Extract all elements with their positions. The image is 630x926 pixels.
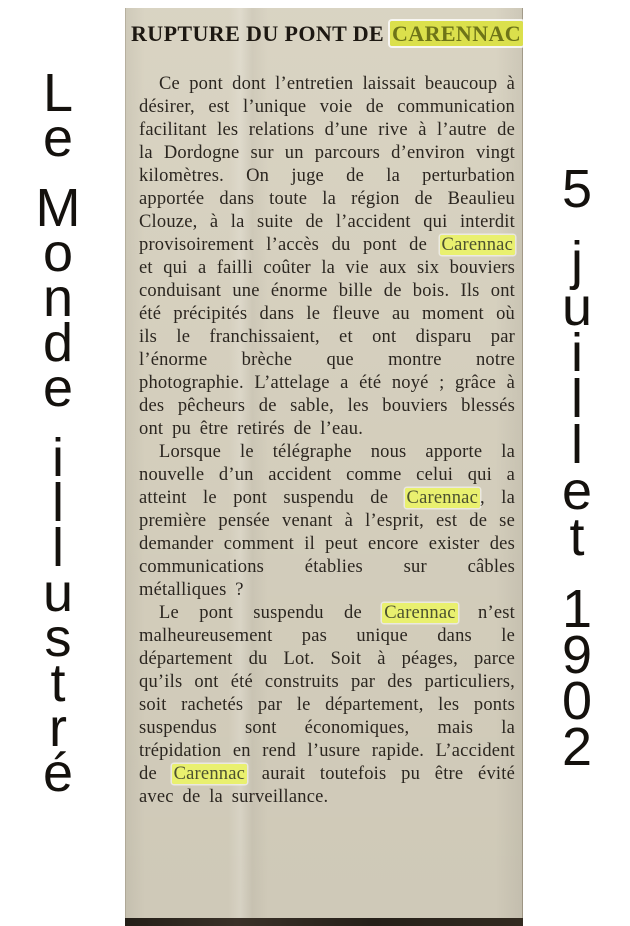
carennac-highlight: Carennac	[406, 488, 478, 508]
vertical-letter: n	[42, 267, 74, 328]
text-run: , la première pensée venant à l’esprit, est de se demander comment il peut encore exister des communications établies sur câbles métalliques ?	[139, 488, 515, 600]
journal-name-vertical	[30, 62, 86, 803]
vertical-letter: e	[42, 357, 74, 418]
text-run: Ce pont dont l’entretien laissait beaucoup à désirer, est l’unique voie de communication facilitant les relations d’une rive à l’autre de la Dordogne sur un parcours d’environ vingt kilomètres. On juge de la perturbation apportée dans toute la région de Beaulieu Clouze, à la suite de l’accident qui interdit provisoirement l’accès du pont de	[139, 74, 515, 255]
vertical-letter: 2	[561, 717, 593, 777]
vertical-letter: o	[42, 222, 74, 283]
carennac-highlight: CARENNAC	[392, 21, 522, 46]
vertical-letter: j	[571, 231, 583, 291]
vertical-letter: l	[571, 369, 583, 429]
text-run: n’est malheureusement pas unique dans le département du Lot. Soit à péages, parce qu’ils ont été construits par des particuliers, soit rachetés par le département, les ponts suspendus sont économiques, mais la trépidation en rend l’usure rapide. L’accident de	[139, 603, 515, 784]
vertical-letter: 9	[561, 625, 593, 685]
vertical-letter: l	[52, 472, 64, 533]
vertical-letter: 1	[561, 579, 593, 639]
vertical-letter: e	[42, 107, 74, 168]
vertical-letter: é	[42, 742, 74, 803]
text-run: Lorsque le télégraphe nous apporte la nouvelle d’un accident comme celui qui a atteint le pont suspendu de	[139, 442, 515, 508]
vertical-letter: u	[42, 562, 74, 623]
vertical-letter: 5	[561, 159, 593, 219]
vertical-letter: r	[49, 697, 67, 758]
vertical-letter: 0	[561, 671, 593, 731]
text-run: Le pont suspendu de	[159, 603, 383, 623]
vertical-letter: M	[35, 177, 81, 238]
vertical-letter: i	[571, 323, 583, 383]
issue-date-vertical	[549, 159, 605, 777]
article-body	[139, 73, 515, 809]
article-paragraph	[139, 73, 515, 441]
carennac-highlight: Carennac	[384, 603, 456, 623]
article-paragraph	[139, 602, 515, 809]
clipping-bottom-edge	[125, 918, 523, 926]
text-run: RUPTURE DU PONT DE	[131, 21, 390, 46]
article-title	[131, 21, 522, 46]
vertical-letter: L	[42, 62, 74, 123]
text-run: et qui a failli coûter la vie aux six bouviers conduisant une énorme bille de bois. Ils ont été précipités dans le fleuve au moment où ils le franchissaient, et ont disparu par l’énorme brèche que montre notre photographie. L’attelage a été noyé ; grâce à des pêcheurs de sable, les bouviers blessés ont pu être retirés de l’eau.	[139, 258, 515, 439]
vertical-letter: e	[561, 461, 593, 521]
vertical-letter: d	[42, 312, 74, 373]
newspaper-clipping	[125, 8, 523, 926]
vertical-letter: i	[52, 427, 64, 488]
vertical-letter: u	[561, 277, 593, 337]
carennac-highlight: Carennac	[173, 764, 246, 784]
article-paragraph	[139, 441, 515, 602]
carennac-highlight: Carennac	[441, 235, 513, 255]
vertical-letter: l	[571, 415, 583, 475]
vertical-letter: s	[44, 607, 72, 668]
text-run: aurait toutefois pu être évité avec de la surveillance.	[139, 764, 515, 807]
vertical-letter: t	[569, 507, 585, 567]
vertical-letter: l	[52, 517, 64, 578]
vertical-letter: t	[50, 652, 66, 713]
